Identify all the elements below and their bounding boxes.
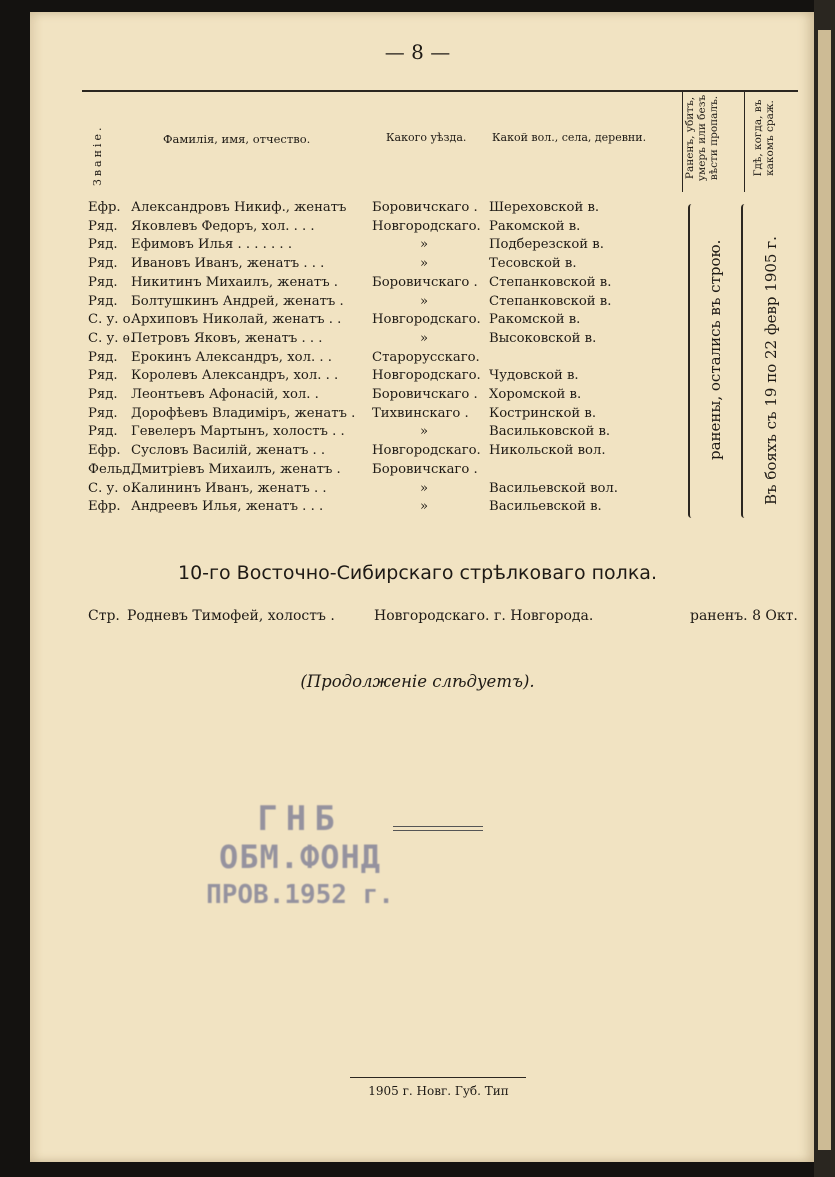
row-uezd: » — [420, 424, 429, 440]
row-uezd: » — [420, 293, 429, 309]
row-name: Никитинъ Михаилъ, женатъ . — [131, 274, 338, 290]
row-name: Архиповъ Николай, женатъ . . — [131, 312, 342, 328]
row-rank: С. у. о. — [88, 312, 135, 328]
status-note: ранены, остались въ строю. — [706, 239, 724, 460]
stamp-line: ОБМ.ФОНД — [218, 838, 382, 876]
row-uezd: Новгородскаго. — [372, 218, 481, 234]
stamp-line: ПРОВ.1952 г. — [206, 880, 394, 910]
header-uezd: Какого уѣзда. — [386, 131, 467, 144]
row-volost: Шереховской в. — [489, 200, 600, 215]
book-edge — [814, 0, 835, 1177]
row-name: Дмитріевъ Михаилъ, женатъ . — [131, 461, 341, 477]
row-volost: Тесовской в. — [489, 256, 577, 272]
column-rule — [744, 92, 745, 192]
row-name: Дорофѣевъ Владиміръ, женатъ . — [131, 405, 356, 421]
row-name: Сусловъ Василій, женатъ . . — [131, 443, 326, 459]
row-name: Яковлевъ Федоръ, хол. . . . — [131, 218, 315, 234]
table-row — [0, 499, 835, 518]
table-row — [0, 200, 835, 219]
row-volost: Чудовской в. — [489, 368, 579, 384]
row-rank: С. у. ѳ. — [88, 330, 135, 346]
table-row — [0, 219, 835, 238]
row-name: Ефимовъ Илья . . . . . . . — [131, 237, 293, 253]
row-rank: Фельд. — [88, 461, 135, 477]
status-brace — [688, 204, 695, 518]
row-name: Ивановъ Иванъ, женатъ . . . — [131, 256, 325, 272]
row-uezd: Боровичскаго . — [372, 200, 478, 215]
row-rank: Ряд. — [88, 405, 118, 421]
row-name: Ерокинъ Александръ, хол. . . — [131, 349, 332, 365]
row-volost: Васильевской в. — [489, 499, 602, 515]
row-name: Калининъ Иванъ, женатъ . . — [131, 480, 327, 496]
row-uezd: Новгородскаго. — [372, 443, 481, 459]
row-rank: Ряд. — [88, 293, 118, 309]
row-volost: Подберезской в. — [489, 237, 604, 253]
row-rank: Ряд. — [88, 237, 118, 253]
entry-status: раненъ. 8 Окт. — [690, 608, 798, 624]
row-volost: Ракомской в. — [489, 312, 581, 328]
entry-name: Родневъ Тимофей, холостъ . — [127, 608, 335, 624]
row-uezd: » — [420, 237, 429, 253]
row-rank: Ефр. — [88, 200, 121, 215]
stamp-line: ГНБ — [257, 799, 343, 839]
row-rank: Ряд. — [88, 424, 118, 440]
row-uezd: Боровичскаго . — [372, 387, 478, 402]
row-name: Петровъ Яковъ, женатъ . . . — [131, 330, 323, 346]
row-uezd: Новгородскаго. — [372, 368, 481, 384]
table-row — [0, 481, 835, 500]
entry-volost: г. Новгорода. — [494, 608, 594, 624]
header-name: Фамилія, имя, отчество. — [163, 132, 311, 146]
row-name: Леонтьевъ Афонасій, хол. . — [131, 387, 319, 402]
imprint: 1905 г. Новг. Губ. Тип — [368, 1084, 509, 1098]
row-name: Андреевъ Илья, женатъ . . . — [131, 499, 324, 515]
column-rule — [682, 92, 683, 192]
row-uezd: » — [420, 256, 429, 272]
entry-rank: Стр. — [88, 608, 120, 624]
row-volost: Хоромской в. — [489, 387, 582, 402]
row-rank: Ефр. — [88, 499, 121, 515]
row-uezd: » — [420, 499, 429, 515]
row-uezd: Тихвинскаго . — [372, 405, 469, 421]
row-rank: Ряд. — [88, 368, 118, 384]
row-uezd: Новгородскаго. — [372, 312, 481, 328]
row-volost: Степанковской в. — [489, 274, 612, 290]
row-volost: Никольской вол. — [489, 443, 606, 459]
row-volost: Высоковской в. — [489, 330, 597, 346]
battle-note: Въ бояхъ съ 19 по 22 февр 1905 г. — [762, 236, 780, 505]
imprint-rule — [350, 1077, 526, 1078]
header-battle: Гдѣ, когда, въ какомъ сраж. — [752, 99, 776, 177]
row-uezd: Старорусскаго. — [372, 349, 480, 365]
row-uezd: » — [420, 480, 429, 496]
row-rank: Ефр. — [88, 443, 121, 459]
header-volost: Какой вол., села, деревни. — [492, 131, 647, 144]
row-volost: Ракомской в. — [489, 218, 581, 234]
row-rank: Ряд. — [88, 218, 118, 234]
entry-uezd: Новгородскаго. — [374, 608, 490, 624]
row-rank: Ряд. — [88, 256, 118, 272]
decorative-rule — [393, 826, 483, 831]
header-rank: Званіе. — [91, 124, 104, 186]
row-volost: Васильковской в. — [489, 424, 611, 440]
row-name: Александровъ Никиф., женатъ — [131, 200, 347, 215]
regiment-title: 10-го Восточно-Сибирскаго стрѣлковаго полка. — [178, 562, 657, 584]
row-uezd: » — [420, 330, 429, 346]
row-uezd: Боровичскаго . — [372, 461, 478, 477]
row-name: Королевъ Александръ, хол. . . — [131, 368, 339, 384]
row-rank: С. у. о. — [88, 480, 135, 496]
row-volost: Степанковской в. — [489, 293, 612, 309]
row-rank: Ряд. — [88, 387, 118, 402]
row-volost: Васильевской вол. — [489, 480, 618, 496]
row-name: Гевелеръ Мартынъ, холостъ . . — [131, 424, 345, 440]
row-name: Болтушкинъ Андрей, женатъ . — [131, 293, 344, 309]
library-stamp — [200, 800, 400, 914]
continuation-note: (Продолженіе слѣдуетъ). — [300, 672, 535, 691]
row-uezd: Боровичскаго . — [372, 274, 478, 290]
page-number: — 8 — — [384, 40, 451, 64]
row-volost: Костринской в. — [489, 405, 597, 421]
table-row — [0, 462, 835, 481]
header-status: Раненъ, убитъ, умеръ или безъ вѣсти пропалъ. — [684, 94, 720, 182]
battle-brace — [741, 204, 748, 518]
row-rank: Ряд. — [88, 274, 118, 290]
row-rank: Ряд. — [88, 349, 118, 365]
